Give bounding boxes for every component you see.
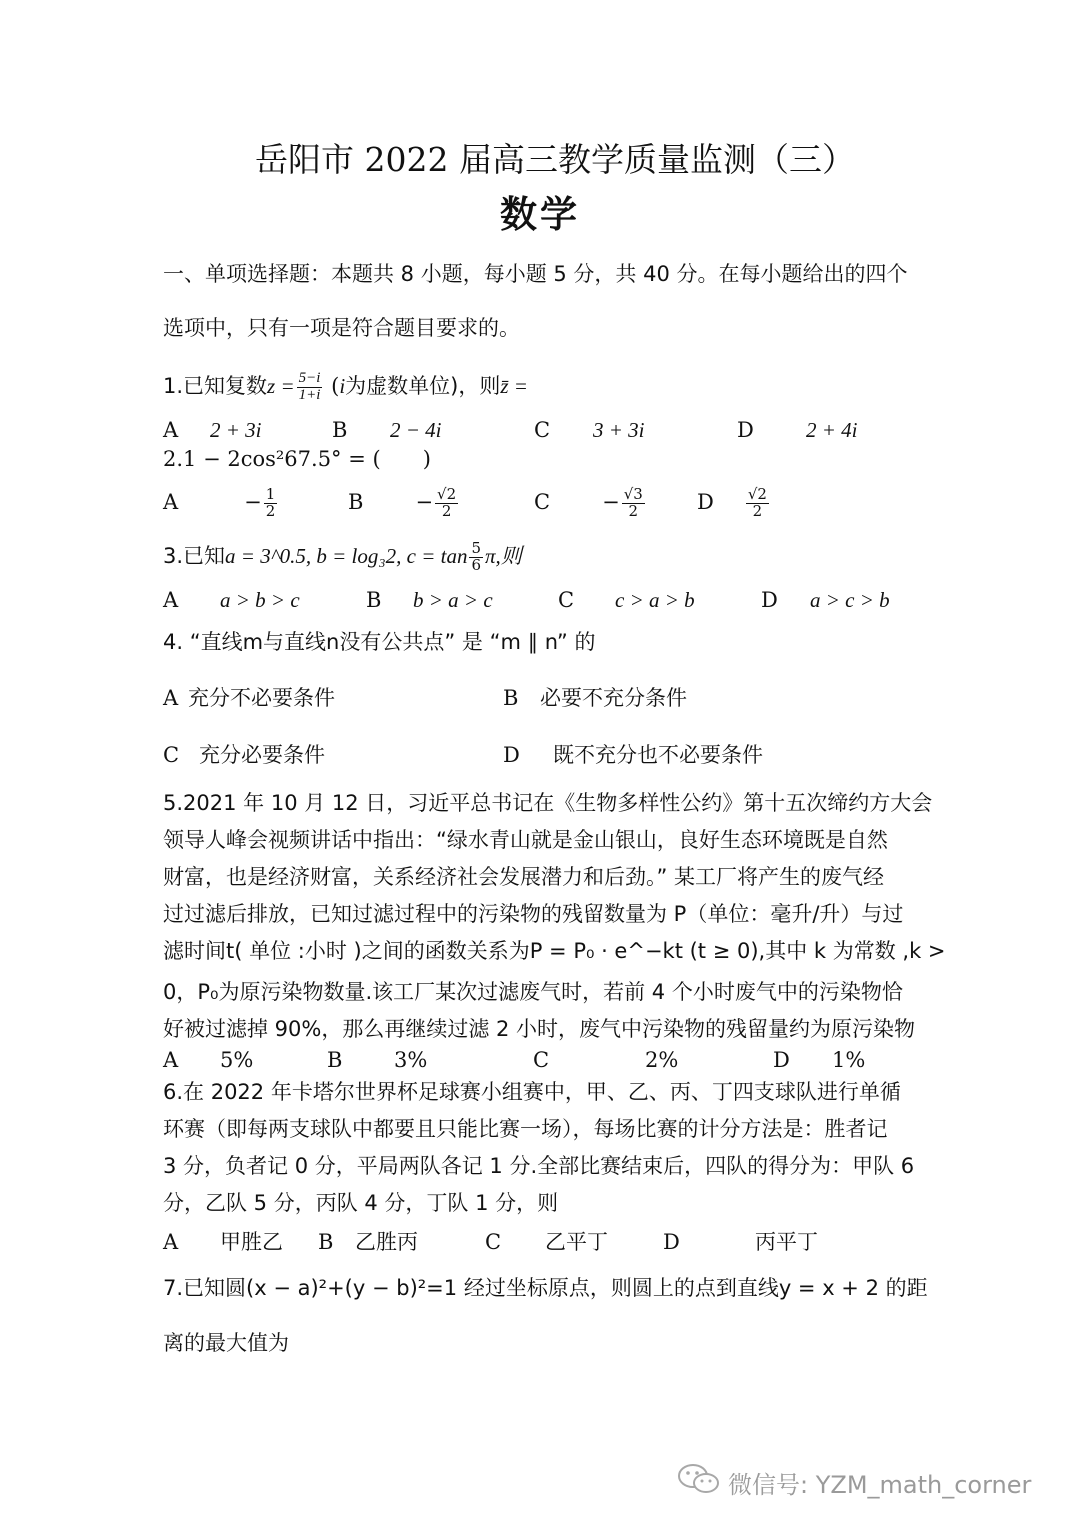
q2-option-b-frac xyxy=(435,487,458,520)
q2-b-den: 2 xyxy=(441,502,452,520)
q5-option-c-letter: C xyxy=(533,1048,550,1072)
q2-option-b-sign: − xyxy=(415,490,434,514)
q2-a-num: 1 xyxy=(265,485,276,504)
q1-fraction xyxy=(297,371,323,404)
q3-option-c-letter: C xyxy=(558,588,575,612)
q2-option-a xyxy=(163,483,279,521)
q6-option-b-letter: B xyxy=(318,1230,334,1254)
q3-option-c: c > a > b xyxy=(615,588,695,612)
q2-option-d xyxy=(697,483,771,521)
q2-a-den: 2 xyxy=(265,502,276,520)
q5-option-a-letter: A xyxy=(163,1048,179,1072)
q1-frac-num: 5−i xyxy=(298,370,321,387)
q2-stem: 2.1 − 2cos²67.5° = ( ) xyxy=(163,447,431,471)
q3-option-d: a > c > b xyxy=(810,588,890,612)
q6-line-4: 分，乙队 5 分，丙队 4 分，丁队 1 分，则 xyxy=(163,1191,559,1215)
q6-option-c: 乙平丁 xyxy=(545,1230,608,1254)
q5-line-3: 财富，也是经济财富，关系经济社会发展潜力和后劲。” 某工厂将产生的废气经 xyxy=(163,865,885,889)
q1-option-d: 2 + 4i xyxy=(806,418,858,442)
q4-option-a: 充分不必要条件 xyxy=(188,686,335,710)
q4-option-d: 既不充分也不必要条件 xyxy=(553,743,763,767)
q2-c-den: 2 xyxy=(628,502,639,520)
q4-option-a-letter: A xyxy=(163,686,179,710)
q1-option-b-letter: B xyxy=(332,418,348,442)
q1-z-eq: z = xyxy=(267,374,295,398)
q6-line-3: 3 分，负者记 0 分，平局两队各记 1 分.全部比赛结束后，四队的得分为：甲队 6 xyxy=(163,1154,915,1178)
watermark-text: 微信号: YZM_math_corner xyxy=(728,1471,1032,1499)
q2-option-a-letter: A xyxy=(163,490,179,514)
q2-option-b xyxy=(348,483,460,521)
q3-frac-den: 6 xyxy=(471,556,482,574)
q1-note-open: ( xyxy=(324,374,340,398)
q4-option-c-letter: C xyxy=(163,743,180,767)
q2-option-c-sign: − xyxy=(602,490,620,514)
q1-note-text: 为虚数单位)，则 xyxy=(345,374,501,398)
q2-option-c xyxy=(534,483,647,521)
q3-prefix: 3.已知 xyxy=(163,544,226,568)
q6-option-d-letter: D xyxy=(663,1230,680,1254)
subject-title: 数学 xyxy=(500,193,580,236)
page-title: 岳阳市 2022 届高三教学质量监测（三） xyxy=(255,140,855,179)
q3-option-b: b > a > c xyxy=(413,588,493,612)
q6-option-c-letter: C xyxy=(485,1230,502,1254)
q3-fraction xyxy=(469,541,483,574)
q2-option-a-frac xyxy=(264,487,278,520)
q1-option-c-letter: C xyxy=(534,418,551,442)
q4-option-b: 必要不充分条件 xyxy=(540,686,687,710)
q2-d-den: 2 xyxy=(752,502,763,520)
q3-option-d-letter: D xyxy=(761,588,778,612)
q2-option-c-letter: C xyxy=(534,490,551,514)
q3-expr: a = 3^0.5, b = log₃2, c = tan xyxy=(225,544,468,568)
q3-option-a: a > b > c xyxy=(220,588,300,612)
q2-option-c-frac xyxy=(622,487,645,520)
q6-option-d: 丙平丁 xyxy=(755,1230,818,1254)
wechat-icon xyxy=(676,1462,722,1496)
q1-frac-den: 1+i xyxy=(298,387,321,403)
q1-option-c: 3 + 3i xyxy=(593,418,645,442)
q5-option-d: 1% xyxy=(832,1048,866,1072)
q5-line-1: 5.2021 年 10 月 12 日，习近平总书记在《生物多样性公约》第十五次缔约方大会 xyxy=(163,791,933,815)
q2-option-d-frac xyxy=(746,487,769,520)
q5-option-d-letter: D xyxy=(773,1048,790,1072)
q4-option-b-letter: B xyxy=(503,686,519,710)
q2-d-num: √2 xyxy=(747,485,767,504)
q2-b-num: √2 xyxy=(437,485,457,504)
q2-option-d-letter: D xyxy=(697,490,714,514)
q4-stem: 4. “直线m与直线n没有公共点” 是 “m ∥ n” 的 xyxy=(163,630,596,654)
q6-option-a-letter: A xyxy=(163,1230,179,1254)
q5-line-2: 领导人峰会视频讲话中指出：“绿水青山就是金山银山，良好生态环境既是自然 xyxy=(163,828,888,852)
q1-note-i: i xyxy=(339,374,346,398)
section1-line2: 选项中，只有一项是符合题目要求的。 xyxy=(163,316,520,340)
q6-line-2: 环赛（即每两支球队中都要且只能比赛一场），每场比赛的计分方法是：胜者记 xyxy=(163,1117,888,1141)
q5-line-6: 0，P₀为原污染物数量.该工厂某次过滤废气时，若前 4 个小时废气中的污染物恰 xyxy=(163,980,903,1004)
q1-zbar-eq: z̄ = xyxy=(500,374,528,398)
q5-option-b: 3% xyxy=(394,1048,428,1072)
q3-stem xyxy=(163,536,522,576)
q5-option-c: 2% xyxy=(645,1048,679,1072)
q1-option-b: 2 − 4i xyxy=(390,418,442,442)
q5-line-4: 过过滤后排放，已知过滤过程中的污染物的残留数量为 P（单位：毫升/升）与过 xyxy=(163,902,904,926)
q7-line-1: 7.已知圆(x − a)²+(y − b)²=1 经过坐标原点，则圆上的点到直线y = x + 2 的距 xyxy=(163,1276,928,1300)
q1-prefix: 1.已知复数 xyxy=(163,374,268,398)
q6-option-b: 乙胜丙 xyxy=(355,1230,418,1254)
q3-tail: π,则 xyxy=(485,544,522,568)
q6-option-a: 甲胜乙 xyxy=(220,1230,283,1254)
q2-option-b-letter: B xyxy=(348,490,364,514)
q6-line-1: 6.在 2022 年卡塔尔世界杯足球赛小组赛中，甲、乙、丙、丁四支球队进行单循 xyxy=(163,1080,901,1104)
q2-option-a-sign: − xyxy=(244,490,262,514)
q1-option-a-letter: A xyxy=(163,418,179,442)
q4-option-c: 充分必要条件 xyxy=(199,743,325,767)
q5-option-a: 5% xyxy=(220,1048,254,1072)
section1-line1: 一、单项选择题：本题共 8 小题，每小题 5 分，共 40 分。在每小题给出的四个 xyxy=(163,262,908,286)
q3-option-a-letter: A xyxy=(163,588,179,612)
q5-line-7: 好被过滤掉 90%，那么再继续过滤 2 小时，废气中污染物的残留量约为原污染物 xyxy=(163,1017,916,1041)
q5-line-5: 滤时间t( 单位 :小时 )之间的函数关系为P = P₀ · e^−kt (t ≥ 0),其中 k 为常数 ,k > xyxy=(163,939,946,963)
q3-frac-num: 5 xyxy=(471,539,482,558)
q5-option-b-letter: B xyxy=(327,1048,343,1072)
q1-stem xyxy=(163,366,528,406)
q1-option-d-letter: D xyxy=(737,418,754,442)
q2-c-num: √3 xyxy=(623,485,643,504)
q7-line-2: 离的最大值为 xyxy=(163,1331,289,1355)
q4-option-d-letter: D xyxy=(503,743,520,767)
q3-option-b-letter: B xyxy=(366,588,382,612)
q1-option-a: 2 + 3i xyxy=(210,418,262,442)
